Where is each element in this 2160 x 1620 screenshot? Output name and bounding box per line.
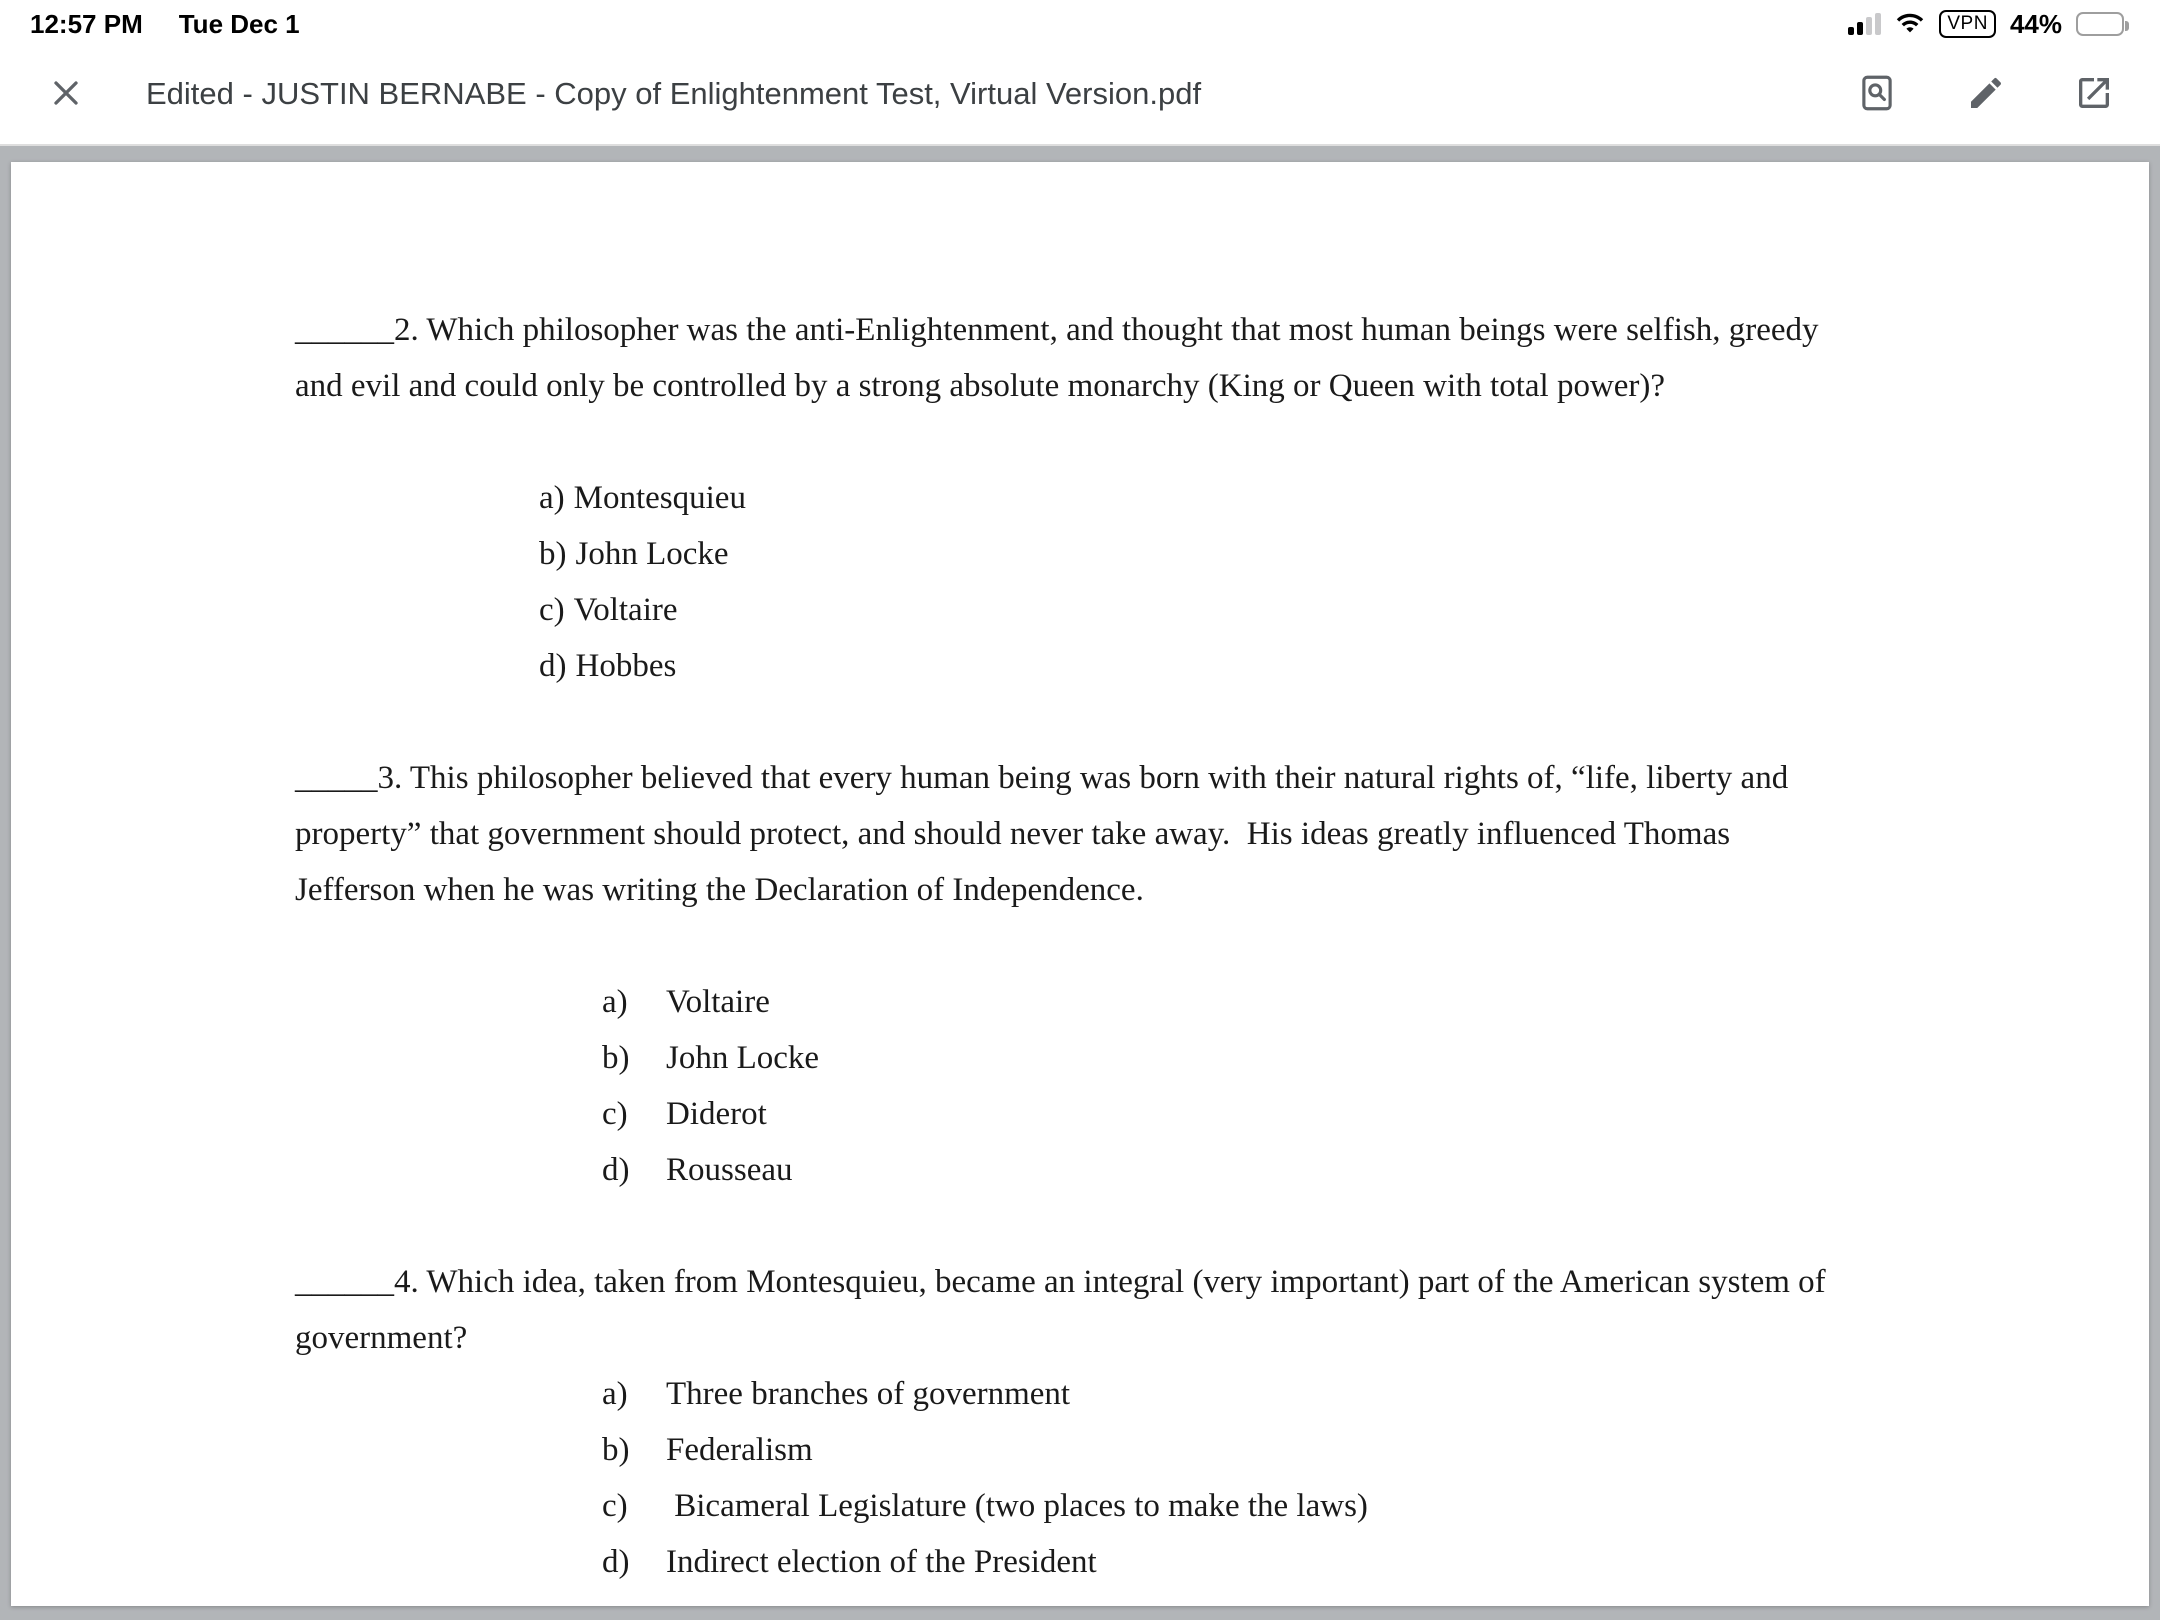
option-letter: d)	[539, 648, 567, 684]
pdf-toolbar	[0, 44, 2160, 146]
close-button[interactable]	[38, 65, 94, 124]
option-letter: b)	[539, 536, 567, 572]
answer-option	[602, 1478, 1855, 1534]
question-block-4	[295, 1254, 1855, 1590]
open-in-new-icon	[2074, 73, 2114, 116]
option-text: Federalism	[666, 1432, 813, 1468]
close-x-icon	[46, 73, 86, 116]
option-letter: a)	[602, 984, 628, 1020]
status-bar	[0, 0, 2160, 44]
pencil-annotate-icon	[1966, 73, 2006, 116]
answer-option	[602, 1422, 1855, 1478]
find-in-document-button[interactable]	[1848, 64, 1906, 125]
option-text: John Locke	[666, 1040, 820, 1076]
pdf-page	[11, 162, 2149, 1606]
option-text: Three branches of government	[666, 1376, 1071, 1412]
answer-options	[295, 1366, 1855, 1590]
answer-option	[602, 1366, 1855, 1422]
option-text: Voltaire	[666, 984, 770, 1020]
question-block-3	[295, 750, 1855, 1198]
answer-option	[602, 1534, 1855, 1590]
question-block-2	[295, 302, 1855, 694]
answer-options	[295, 470, 1855, 694]
answer-option	[602, 974, 1855, 1030]
option-text: Bicameral Legislature (two places to make the laws)	[666, 1488, 1368, 1524]
wifi-icon	[1895, 12, 1925, 36]
pdf-viewer[interactable]	[0, 146, 2160, 1620]
option-letter: b)	[602, 1432, 630, 1468]
option-text: Montesquieu	[573, 480, 746, 516]
battery-percent: 44%	[2009, 8, 2062, 39]
answer-option	[539, 582, 1855, 638]
find-in-document-icon	[1856, 72, 1898, 117]
option-letter: d)	[602, 1152, 630, 1188]
option-text: Rousseau	[666, 1152, 793, 1188]
option-letter: a)	[602, 1376, 628, 1412]
answer-option	[539, 638, 1855, 694]
option-letter: c)	[602, 1488, 628, 1524]
option-text: Diderot	[666, 1096, 767, 1132]
answer-option	[539, 470, 1855, 526]
annotate-button[interactable]	[1958, 65, 2014, 124]
option-letter: c)	[602, 1096, 628, 1132]
document-body	[295, 302, 1855, 1590]
option-letter: d)	[602, 1544, 630, 1580]
option-text: Voltaire	[573, 592, 678, 628]
status-left	[30, 9, 300, 40]
option-letter: b)	[602, 1040, 630, 1076]
option-letter: a)	[539, 480, 565, 516]
answer-option	[539, 526, 1855, 582]
status-date: Tue Dec 1	[178, 8, 300, 39]
document-title: Edited - JUSTIN BERNABE - Copy of Enlightenment Test, Virtual Version.pdf	[146, 76, 1202, 111]
cellular-signal-icon	[1848, 13, 1881, 35]
question-prompt: ______2. Which philosopher was the anti-Enlightenment, and thought that most human beings were selfish, greedy and evil and could only be controlled by a strong absolute monarchy (King or Queen with total power)?	[295, 312, 1827, 404]
battery-icon	[2076, 12, 2124, 36]
option-text: Hobbes	[575, 648, 677, 684]
option-text: John Locke	[575, 536, 729, 572]
question-prompt: _____3. This philosopher believed that every human being was born with their natural rights of, “life, liberty and property” that government should protect, and should never take away. His ideas greatly influenced Thomas Jefferson when he was writing the Declaration of Independence.	[295, 760, 1797, 908]
status-right	[1848, 9, 2130, 40]
toolbar-actions	[1848, 64, 2122, 125]
question-prompt: ______4. Which idea, taken from Montesquieu, became an integral (very important) part of the American system of government?	[295, 1264, 1834, 1356]
answer-option	[602, 1086, 1855, 1142]
answer-options	[295, 974, 1855, 1198]
option-text: Indirect election of the President	[666, 1544, 1097, 1580]
answer-option	[602, 1030, 1855, 1086]
option-letter: c)	[539, 592, 565, 628]
open-in-button[interactable]	[2066, 65, 2122, 124]
vpn-badge: VPN	[1939, 10, 1996, 38]
answer-option	[602, 1142, 1855, 1198]
status-time: 12:57 PM	[30, 8, 143, 39]
